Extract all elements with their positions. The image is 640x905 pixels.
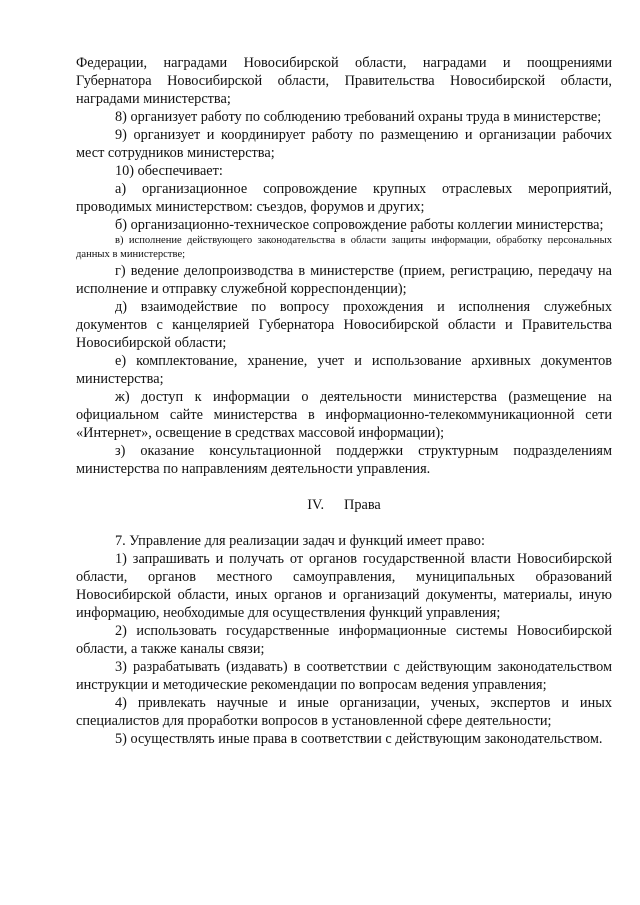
- section-heading: [76, 496, 612, 514]
- section-number: IV.: [307, 497, 325, 513]
- paragraph-subitem-a: а) организационное сопровождение крупных отраслевых мероприятий, проводимых министерством: съездов, форумов и других;: [76, 181, 612, 215]
- paragraph-item-9: 9) организует и координирует работу по размещению и организации рабочих мест сотрудников министерства;: [76, 127, 612, 161]
- paragraph-subitem-v: в) исполнение действующего законодательства в области защиты информации, обработку персональных данных в министерстве;: [76, 235, 612, 260]
- paragraph-subitem-d: д) взаимодействие по вопросу прохождения и исполнения служебных документов с канцелярией Губернатора Новосибирской области и Правительства Новосибирской области;: [76, 299, 612, 351]
- paragraph-subitem-e: е) комплектование, хранение, учет и использование архивных документов министерства;: [76, 353, 612, 387]
- paragraph-right-5: 5) осуществлять иные права в соответствии с действующим законодательством.: [115, 731, 603, 747]
- paragraph-item-10: 10) обеспечивает:: [115, 163, 223, 179]
- paragraph-right-3: 3) разрабатывать (издавать) в соответствии с действующим законодательством инструкции и методические рекомендации по вопросам ведения управления;: [76, 659, 612, 693]
- paragraph-subitem-g: г) ведение делопроизводства в министерстве (прием, регистрацию, передачу на исполнение и отправку служебной корреспонденции);: [76, 263, 612, 297]
- paragraph-subitem-zh: ж) доступ к информации о деятельности министерства (размещение на официальном сайте министерства в информационно-телекоммуникационной сети «Интернет», освещение в средствах массовой информации);: [76, 389, 612, 441]
- paragraph-right-1: 1) запрашивать и получать от органов государственной власти Новосибирской области, органов местного самоуправления, муниципальных образований Новосибирской области, иных органов и организаций документы, материалы, иную информацию, необходимые для осуществления функций управления;: [76, 551, 612, 621]
- paragraph-right-4: 4) привлекать научные и иные организации, ученых, экспертов и иных специалистов для проработки вопросов в установленной сфере деятельности;: [76, 695, 612, 729]
- paragraph-right-2: 2) использовать государственные информационные системы Новосибирской области, а также каналы связи;: [76, 623, 612, 657]
- section-title: Права: [344, 497, 381, 513]
- paragraph-continuation: Федерации, наградами Новосибирской области, наградами и поощрениями Губернатора Новосибирской области, Правительства Новосибирской области, наградами министерства;: [76, 55, 612, 107]
- paragraph-item-8: 8) организует работу по соблюдению требований охраны труда в министерстве;: [115, 109, 602, 125]
- paragraph-subitem-z: з) оказание консультационной поддержки структурным подразделениям министерства по направлениям деятельности управления.: [76, 443, 612, 477]
- paragraph-item-7: 7. Управление для реализации задач и функций имеет право:: [115, 533, 485, 549]
- paragraph-subitem-b: б) организационно-техническое сопровождение работы коллегии министерства;: [115, 217, 604, 233]
